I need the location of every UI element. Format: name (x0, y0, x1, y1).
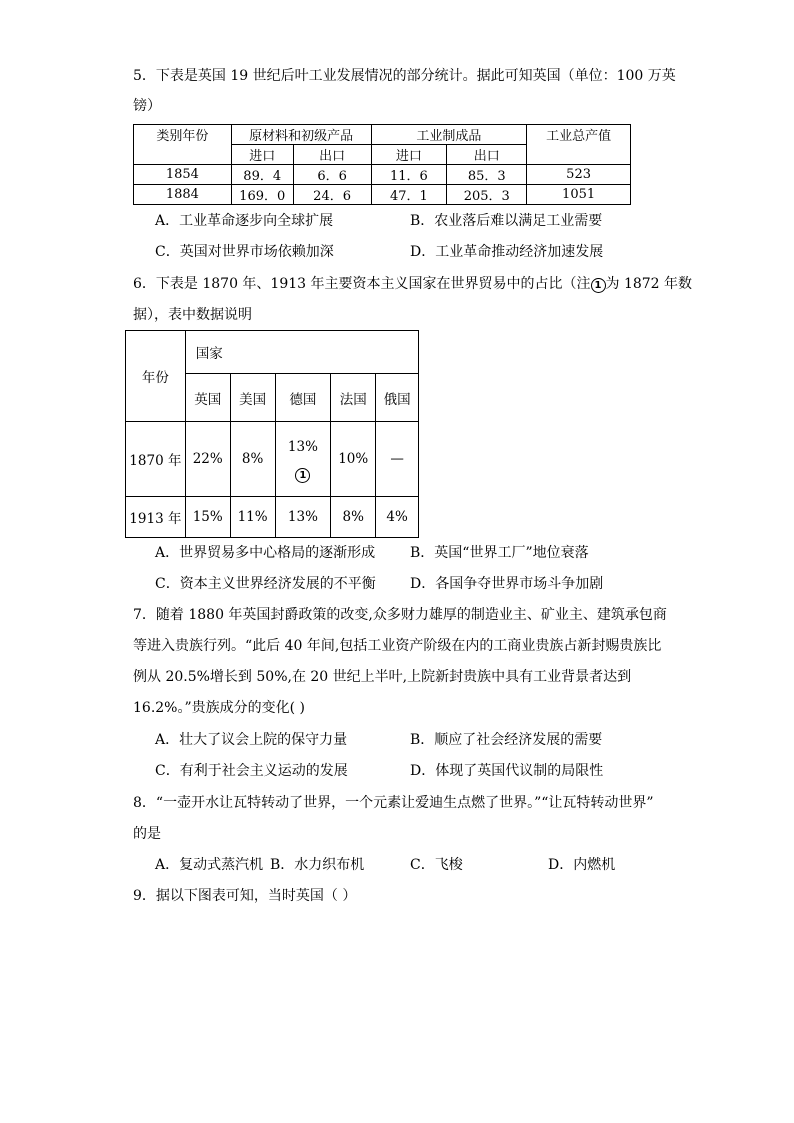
table-row (134, 165, 631, 185)
q6-option-b[interactable]: B．英国“世界工厂”地位衰落 (410, 545, 589, 561)
q6-country-header: 国家 (185, 331, 418, 374)
q5-sub-import-1: 进口 (231, 145, 293, 165)
q6-cell: 8% (331, 497, 376, 538)
q6-cell: 1870 年 (126, 422, 186, 497)
q6-country: 俄国 (376, 374, 419, 422)
note-circle-icon: 1 (295, 468, 310, 483)
table-row (126, 422, 419, 497)
q5-stem-line2: 镑） (133, 98, 161, 114)
q7-line4: 16.2%。”贵族成分的变化( ) (133, 700, 306, 716)
q7-option-d[interactable]: D．体现了英国代议制的局限性 (410, 763, 604, 779)
q5-sub-export-2: 出口 (447, 145, 527, 165)
q6-cell: — (376, 422, 419, 497)
q5-sub-export-1: 出口 (293, 145, 371, 165)
q5-cell: 24．6 (293, 185, 371, 205)
q8-option-b[interactable]: B．水力织布机 (270, 857, 365, 873)
q5-stem-line1: 5．下表是英国 19 世纪后叶工业发展情况的部分统计。据此可知英国（单位：100 万英 (133, 68, 676, 84)
q6-stem-line2: 据），表中数据说明 (133, 307, 252, 323)
q6-cell: 10% (331, 422, 376, 497)
q5-cell: 6．6 (293, 165, 371, 185)
q8-option-c[interactable]: C．飞梭 (410, 857, 463, 873)
q6-cell-value: 13% (287, 439, 318, 455)
q5-option-b[interactable]: B．农业落后难以满足工业需要 (410, 213, 603, 229)
table-row (134, 185, 631, 205)
q6-option-d[interactable]: D．各国争夺世界市场斗争加剧 (410, 576, 604, 592)
q6-cell: 15% (185, 497, 230, 538)
q6-cell-germany-1870 (275, 422, 331, 497)
q6-cell: 1913 年 (126, 497, 186, 538)
q8-option-a[interactable]: A．复动式蒸汽机 (155, 857, 264, 873)
q6-stem-tail: 为 1872 年数 (605, 276, 693, 292)
q5-table-total-header: 工业总产值 (527, 125, 631, 165)
q7-line1: 7．随着 1880 年英国封爵政策的改变,众多财力雄厚的制造业主、矿业主、建筑承包商 (133, 607, 667, 623)
q5-option-c[interactable]: C．英国对世界市场依赖加深 (155, 244, 334, 260)
q8-line2: 的是 (133, 826, 161, 842)
q6-option-a[interactable]: A．世界贸易多中心格局的逐渐形成 (155, 545, 376, 561)
q5-cell: 1854 (134, 165, 232, 185)
q6-cell: 8% (230, 422, 275, 497)
q5-cell: 169．0 (231, 185, 293, 205)
q5-cell: 85．3 (447, 165, 527, 185)
q5-cell: 47．1 (371, 185, 447, 205)
q7-line3: 例从 20.5%增长到 50%,在 20 世纪上半叶,上院新封贵族中具有工业背景者达到 (133, 669, 632, 685)
q5-sub-import-2: 进口 (371, 145, 447, 165)
q9-line1: 9．据以下图表可知，当时英国（ ） (133, 888, 357, 904)
q6-country: 美国 (230, 374, 275, 422)
q5-cell: 523 (527, 165, 631, 185)
q7-option-a[interactable]: A．壮大了议会上院的保守力量 (155, 732, 348, 748)
q5-table-group1: 原材料和初级产品 (231, 125, 371, 145)
q6-country: 法国 (331, 374, 376, 422)
q5-table (133, 124, 631, 205)
q8-option-d[interactable]: D．内燃机 (548, 857, 616, 873)
q6-stem-line1 (133, 274, 692, 294)
q6-country: 英国 (185, 374, 230, 422)
q5-option-d[interactable]: D．工业革命推动经济加速发展 (410, 244, 604, 260)
q6-stem-text: 6．下表是 1870 年、1913 年主要资本主义国家在世界贸易中的占比（注 (133, 276, 591, 292)
q5-option-a[interactable]: A．工业革命逐步向全球扩展 (155, 213, 334, 229)
q6-cell: 22% (185, 422, 230, 497)
table-row (126, 497, 419, 538)
q5-table-group2: 工业制成品 (371, 125, 527, 145)
q5-cell: 1051 (527, 185, 631, 205)
q8-line1: 8．“一壶开水让瓦特转动了世界，一个元素让爱迪生点燃了世界。”“让瓦特转动世界” (133, 795, 654, 811)
q7-option-c[interactable]: C．有利于社会主义运动的发展 (155, 763, 348, 779)
q6-option-c[interactable]: C．资本主义世界经济发展的不平衡 (155, 576, 376, 592)
q5-table-corner: 类别年份 (134, 125, 232, 165)
q5-cell: 89．4 (231, 165, 293, 185)
q5-cell: 1884 (134, 185, 232, 205)
q7-line2: 等进入贵族行列。“此后 40 年间,包括工业资产阶级在内的工商业贵族占新封赐贵族比 (133, 638, 662, 654)
q6-cell: 13% (275, 497, 331, 538)
q6-table (125, 330, 419, 538)
q6-cell: 11% (230, 497, 275, 538)
q5-cell: 205．3 (447, 185, 527, 205)
note-circle-icon: 1 (591, 278, 606, 293)
q6-country: 德国 (275, 374, 331, 422)
q5-cell: 11．6 (371, 165, 447, 185)
q7-option-b[interactable]: B．顺应了社会经济发展的需要 (410, 732, 603, 748)
q6-cell: 4% (376, 497, 419, 538)
q6-year-header: 年份 (126, 331, 186, 422)
